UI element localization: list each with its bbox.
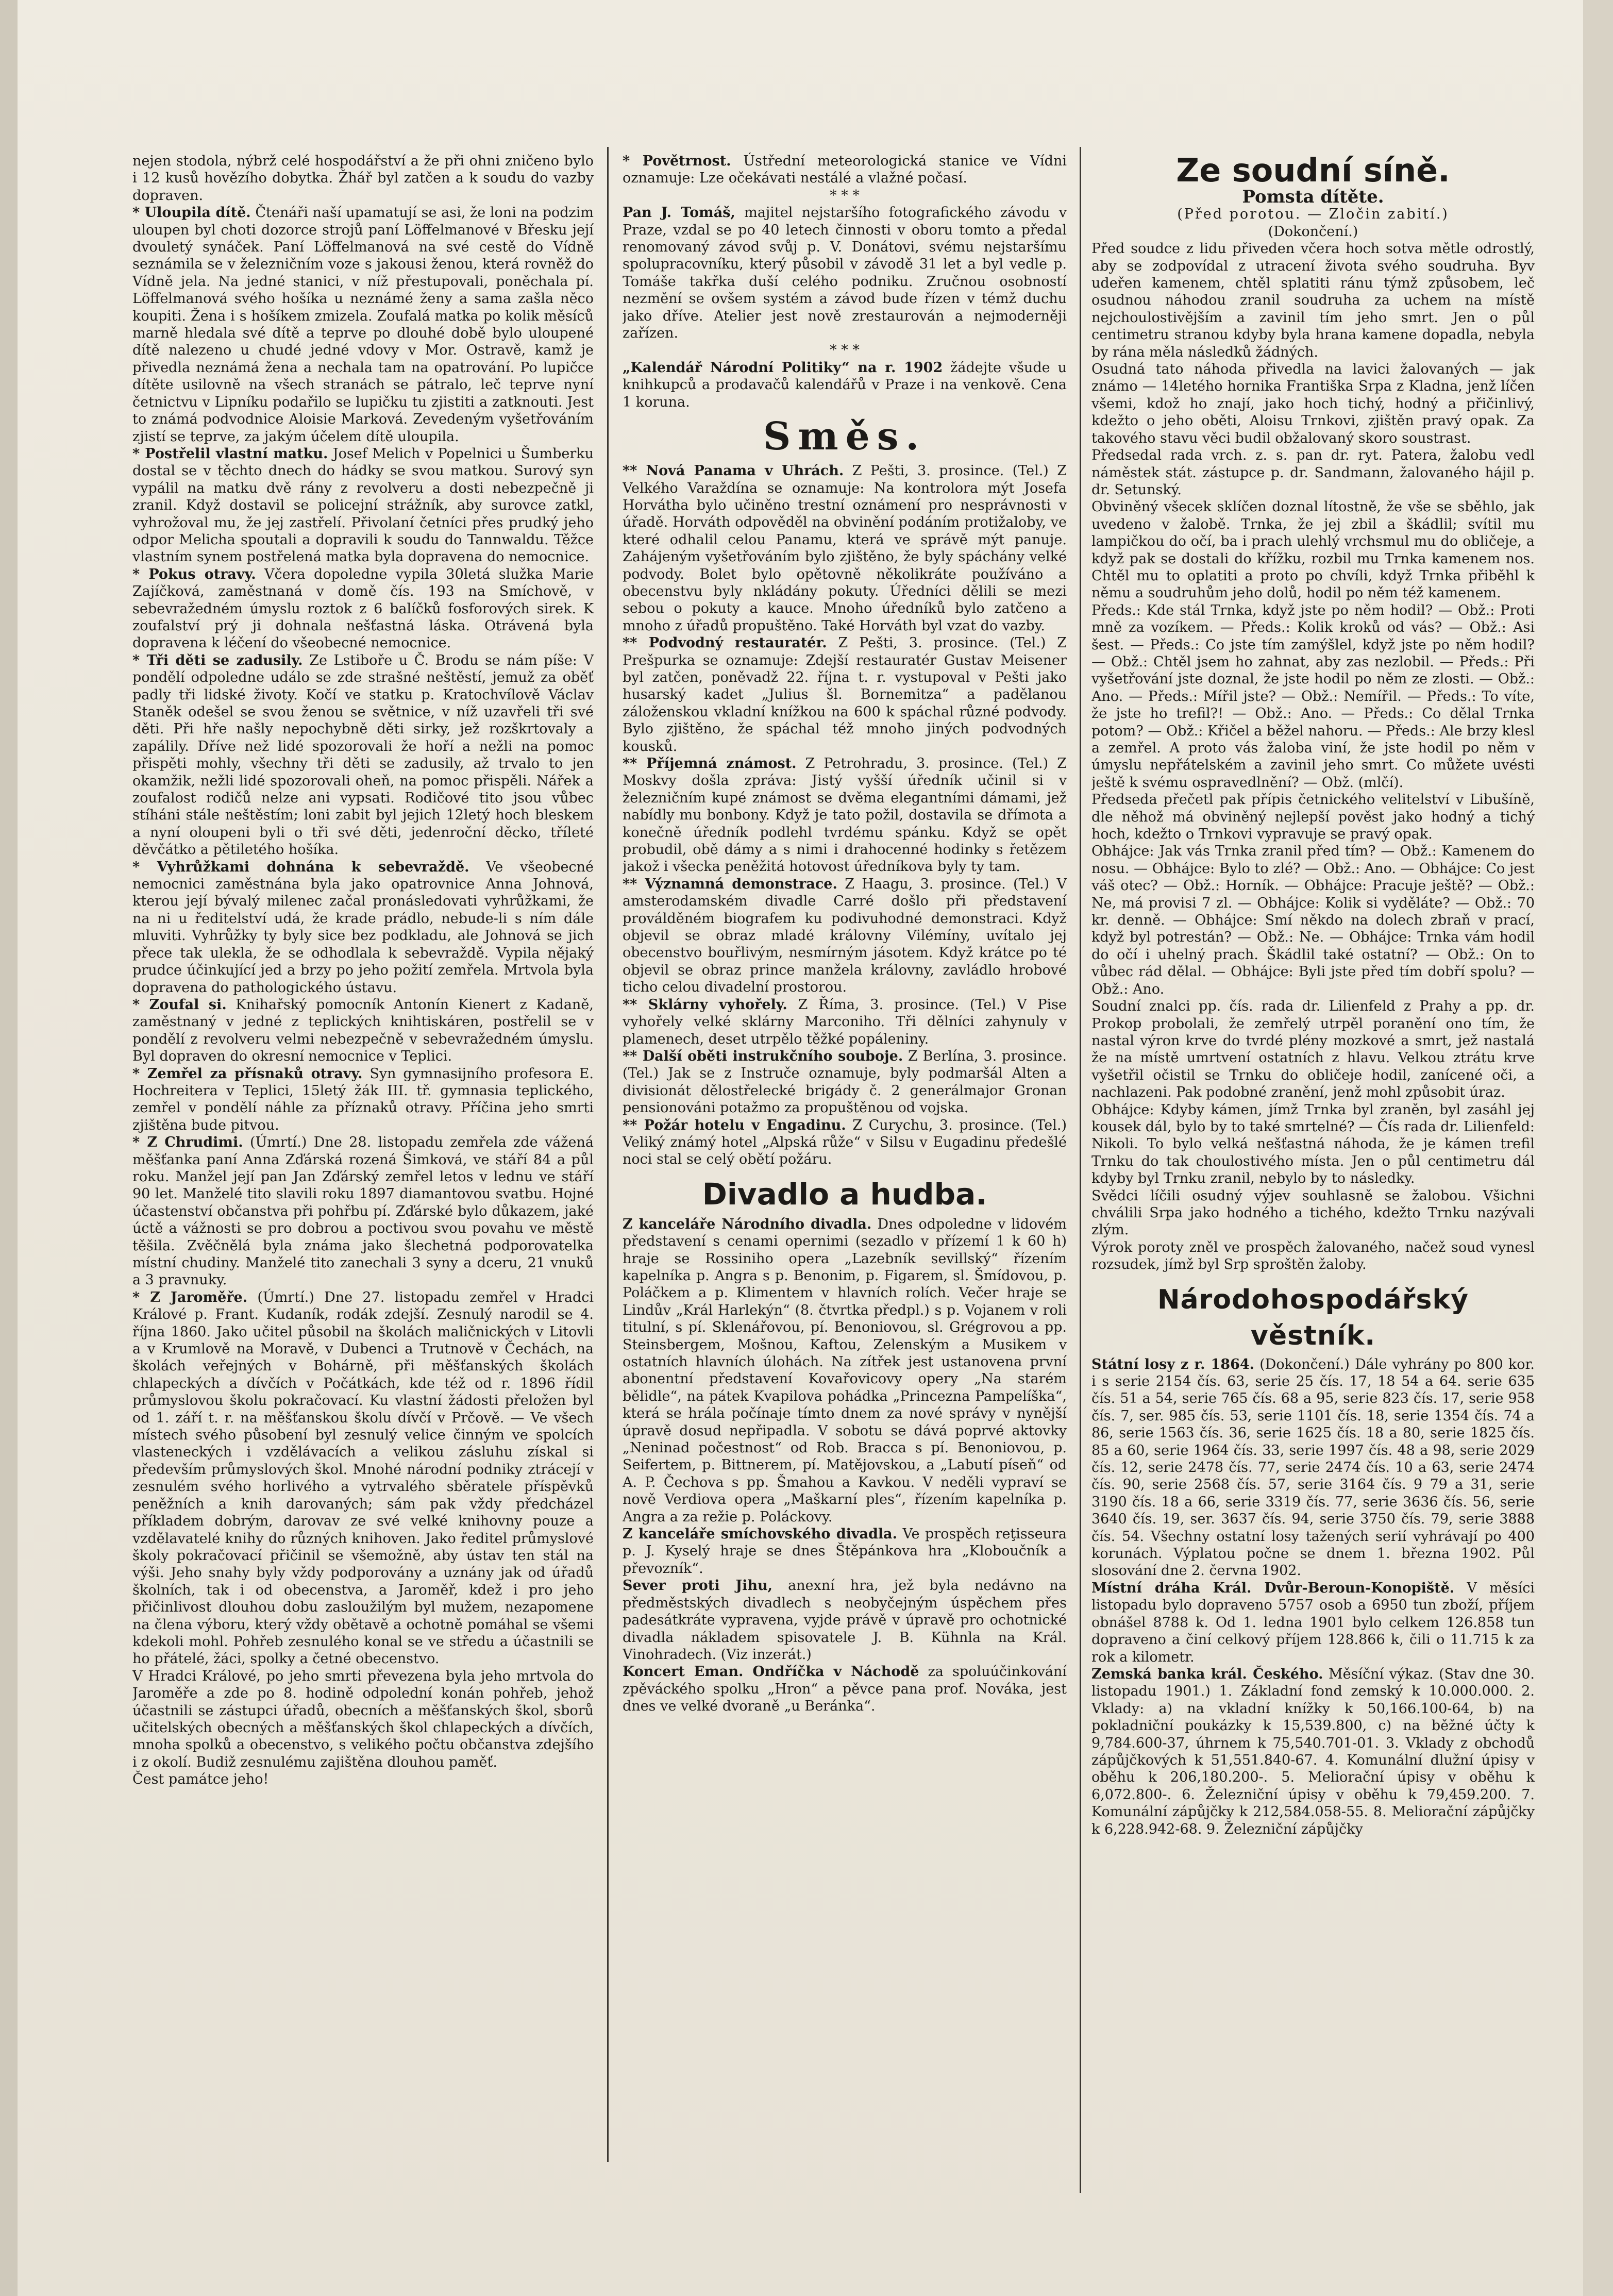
- body-chrudim: (Úmrtí.) Dne 28. listopadu zemřela zde vážená měšťanka paní Anna Zďárská rozená Šimková, ve stáří 84 a půl roku. Manžel její pan Jan Zďárský zemřel letos v lednu ve stáří 90 let. Manželé tito slavili roku 1897 diamantovou svatbu. Hojné účastenství občanstva při pohřbu pí. Zďárské bylo důkazem, jaké úctě a vážnosti se pro dobrou a poctivou svou povahu ve městě těšila. Zvěčnělá byla známa jako šlechetná podporovatelka místní chudiny. Manželé tito zanechali 3 syny a dceru, 21 vnuků a 3 pravnuky.: [132, 1134, 594, 1288]
- column-rule-right: [1080, 147, 1081, 2193]
- headline-stolen-child: * Uloupila dítě.: [132, 205, 251, 221]
- body-panama: Z Pešti, 3. prosince. (Tel.) Z Velkého Varaždína se oznamuje: Na kontrolora mýt Josefa Horvátha bylo učiněno trestní oznámení pro nesprávnosti v úřadě. Horváth odpověděl na obvinění podáním protižaloby, ve které odhalil celou Panamu, která ve správě mýt panuje. Zahájeným vyšetřováním bylo zjištěno, že byly spáchány velké podvody. Bolet bylo opětovně několikráte používáno a obecenstvu byly nkládány pokuty. Úředníci dělili se mezi sebou o pokuty a kauce. Mnoho úředníků bylo zatčeno a mnoho z úřadů propuštěno. Také Horváth byl vzat do vazby.: [623, 463, 1067, 634]
- body-stolen-child: Čtenáři naší upamatují se asi, že loni na podzim uloupen byl choti dozorce strojů paní Löffelmanové v Břesku její dvouletý synáček. Paní Löffelmanová na své cestě do Vídně seznámila se v železničním voze s jakousi ženou, která rovněž do Vídně jela. Na jedné stanici, v níž přestupovali, poněchala pí. Löffelmanová svého hošíka u neznámé ženy a sama zašla něco koupiti. Žena i s hošíkem zmizela. Zoufalá matka po kolik měsíců marně hledala své dítě a teprve po dlouhé době bylo uloupené dítě nalezeno u chudé jedné vdovy v Mor. Ostravě, kamž je přivedla neznámá žena a nechala tam na opatrování. Po lupičce dítěte usilovně na všech stranách se pátralo, leč teprve nyní četnictvu v Lipníku podařilo se lupičku tu zjistiti a zatknouti. Jest to známá podvodnice Aloisie Marková. Zevedeným vyšetřováním zjistí se teprve, za jakým účelem dítě uloupila.: [132, 205, 594, 445]
- column-2: [623, 153, 1067, 2178]
- article-smichov-theatre: [623, 1526, 1067, 1577]
- body-photographer: majitel nejstaršího fotografického závodu v Praze, vzdal se po 40 letech činnosti v oboru tomto a předal renomovaný závod svůj p. V. Donátovi, svému nejstaršímu spolupracovníku, který působil v závodě 31 let a byl vedle p. Tomáše takřka duší celého podniku. Zručnou osobností nezmění se ovšem systém a závod bude řízen v témž duchu jako dříve. Atelier jest nově zrestaurován a nejmoderněji zařízen.: [623, 205, 1067, 342]
- body-north-south: anexní hra, jež byla nedávno na předměstských divadlech s neobyčejným úspěchem přes padesátkráte vypravena, vyjde právě v úpravě pro ochotnické divadla nákladem spisovatele J. B. Kühnla na Král. Vinohradech. (Viz inzerát.): [623, 1578, 1067, 1663]
- column-3: [1091, 153, 1535, 2178]
- article-glassworks: [623, 996, 1067, 1048]
- body-three-children: Ze Lstiboře u Č. Brodu se nám píše: V pondělí odpoledne událo se zde strašné neštěstí, jemuž za oběť padly tři lidské životy. Kočí ve statku p. Kratochvílově Václav Staněk odešel se svou ženou se světnice, v níž uzavřeli tři své děti. Při hře našly nepochybně děti sirky, jež rozškrtovaly a zapálily. Dříve než lidé spozorovali že hoří a nežli na pomoc přispěti mohly, všechny tři děti se zadusily, až trvalo to jen okamžik, nežli lidé spozorovali oheň, na pomoc přispěli. Nářek a zoufalost rodičů nelze ani vypsati. Rodičové tito jsou vůbec stíháni stále neštěstím; loni zabit byl jejich 12letý hoch bleskem a nyní oloupeni byli o tři své děti, jedenroční děcko, tříleté děvčátko a pětiletého hošíka.: [132, 652, 594, 858]
- headline-jaromer: * Z Jaroměře.: [132, 1289, 248, 1305]
- article-weather: [623, 153, 1067, 187]
- trial-paragraph-4: Obviněný všecek sklíčen doznal lítostně, že vše se sběhlo, jak uvedeno v žalobě. Trnka, že jej zbil a škádlil; svítil mu lampičkou do očí, ba i prach ulehlý vrchsmul mu do obličeje, a když pak se dostali do křížku, rozbil mu Trnka kamenem nos. Chtěl mu to oplatiti a proto po chvíli, když Trnka přiběhl k němu a soudruhům jeho dolů, hodil po něm též kamenem.: [1091, 499, 1535, 601]
- article-state-lots: [1091, 1356, 1535, 1580]
- trial-paragraph-1: Před soudce z lidu přiveden včera hoch sotva mětle odrostlý, aby se zodpovídal z utracení života svého soudruha. Byv udeřen kamenem, chtěl splatiti ránu týmž způsobem, leč osudnou náhodou zranil soudruha za uchem na místě nejchoulostivějším a zavinil tím jeho smrt. Jen o půl centimetru stranou kdyby byla hrana kamene dopadla, nebyla by rána měla následků žádných.: [1091, 241, 1535, 360]
- article-shot-mother: [132, 445, 594, 566]
- article-poisoning: [132, 566, 594, 652]
- trial-paragraph-3: Předsedal rada vrch. z. s. pan dr. ryt. Patera, žalobu vedl náměstek stát. zástupce p. dr. Sandmann, žalovaného hájil p. dr. Setunský.: [1091, 447, 1535, 498]
- body-threats-suicide: Ve všeobecné nemocnici zaměstnána byla jako opatrovnice Anna Johnová, kterou její bývalý milenec začal pronásledovati vyhrůžkami, že na ni u ředitelství udá, že krade prádlo, nebude-li s ním dále mluviti. Vyhrůžky ty byly sice bez podkladu, ale Johnová se jich přece tak ulekla, že se odhodlala k sebevraždě. Vypila nějaký prudce účinkující jed a brzy po jeho požití zemřela. Mrtvola byla dopravena do pathologického ústavu.: [132, 859, 594, 996]
- article-subtitle-pomsta: (Před porotou. — Zločin zabití.): [1177, 206, 1449, 223]
- section-title-narodohospodarsky: Národohospodářský věstník.: [1157, 1284, 1469, 1351]
- article-stolen-child: [132, 204, 594, 445]
- separator-asterisks: * * *: [830, 187, 860, 204]
- trial-paragraph-9: Obhájce: Kdyby kámen, jímž Trnka byl zraněn, byl zasáhl jej kousek dál, bylo by to také smrtelné? — Čís rada dr. Lilienfeld: Nikoli. To bylo velká nešťastná náhoda, že je kámen trefil Trnku do tak choulostivého místa. Jen o půl centimetru dál kdyby byl Trnku zranil, nebylo by to následky.: [1091, 1101, 1535, 1187]
- article-acquaintance: [623, 755, 1067, 876]
- section-title-divadlo: Divadlo a hudba.: [702, 1176, 987, 1212]
- headline-duel: ** Další oběti instrukčního souboje.: [623, 1048, 903, 1064]
- article-threats-suicide: [132, 859, 594, 996]
- body-weather: Ústřední meteorologická stanice ve Vídni oznamuje: Lze očekávati nestálé a vlažné počasí.: [623, 153, 1067, 187]
- body-demonstration: Z Haagu, 3. prosince. (Tel.) V amsterodamském divadle Carré došlo při představení proválděném biografem ku podivuhodné demonstraci. Když objevil se obraz mladé královny Vilémíny, uvítalo jej obecenstvo bouřlivým, nesmírným jásotem. Když krátce po té objevil se obraz prince manžela královny, zavládlo hrobové ticho celou divadelní prostorou.: [623, 876, 1067, 996]
- article-hotel-fire: [623, 1117, 1067, 1168]
- article-three-children: [132, 652, 594, 859]
- headline-north-south: Sever proti Jihu,: [623, 1578, 773, 1594]
- headline-concert: Koncert Eman. Ondříčka v Náchodě: [623, 1664, 919, 1680]
- headline-chrudim: * Z Chrudimi.: [132, 1134, 243, 1151]
- article-local-railway: [1091, 1580, 1535, 1666]
- headline-land-bank: Zemská banka král. Českého.: [1091, 1666, 1323, 1682]
- trial-paragraph-7: Obhájce: Jak vás Trnka zranil před tím? — Obž.: Kamenem do nosu. — Obhájce: Bylo to zlé? — Obž.: Ano. — Obhájce: Co jest váš otec? — Obž.: Horník. — Obhájce: Pracuje ještě? — Obž.: Ne, má provisi 7 zl. — Obhájce: Kolik si vyděláte? — Obž.: 70 kr. denně. — Obhájce: Smí někdo na dolech zbraň v prací, když byl potrestán? — Obž.: Ne. — Obhájce: Trnka vám hodil do očí i uhelný prach. Škádlil také ostatní? — Obž.: On to vůbec rád dělal. — Obhájce: Byli jste před tím dobří spolu? — Obž.: Ano.: [1091, 843, 1535, 997]
- separator-asterisks: * * *: [830, 342, 860, 359]
- headline-demonstration: ** Významná demonstrace.: [623, 876, 837, 892]
- body-local-railway: V měsíci listopadu bylo dopraveno 5757 osob a 6950 tun zboží, příjem obnášel 8788 k. Od 1. ledna 1901 bylo celkem 126.858 tun dopraveno a činí celkový příjem 128.866 k, čili o 11.715 k za rok a kilometr.: [1091, 1580, 1535, 1665]
- headline-state-lots: Státní losy z r. 1864.: [1091, 1356, 1255, 1372]
- body-duel: Z Berlína, 3. prosince. (Tel.) Jak se z Instruče oznamuje, byly podmaršál Alten a divisionát dělostřelecké brigády č. 2 generálmajor Gronan pensionováni potažmo za propuštěnou od vojska.: [623, 1048, 1067, 1116]
- article-concert: [623, 1663, 1067, 1715]
- headline-despair: * Zoufal si.: [132, 996, 227, 1013]
- trial-paragraph-8: Soudní znalci pp. čís. rada dr. Lilienfeld z Prahy a pp. dr. Prokop probolali, že zemřelý utrpěl poranění ono tím, že nastal výron krve do tvrdé plény mozkové a smrt, jež nastalá že na místě umrtvení ostatních z hlavu. Velkou ztrátu krve vyšetřil očistil se Trnku do obličeje hodil, zanícené oči, a nachlazeni. Pak podobné zranění, jenž mohl způsobit úraz.: [1091, 998, 1535, 1101]
- body-smichov-theatre: Ve prospěch reţisseura p. J. Kyselý hraje se dnes Štěpánkova hra „Kloboučník a převozník“.: [623, 1526, 1067, 1577]
- scan-right-edge: [1583, 0, 1613, 2296]
- headline-weather: * Povětrnost.: [623, 153, 731, 169]
- body-land-bank: Měsíční výkaz. (Stav dne 30. listopadu 1901.) 1. Základní fond zemský k 10.000.000. 2. Vklady: a) na vkladní knížky k 50,166.100-64, b) na pokladniční poukázky k 15,539.800, c) na běžné účty k 9,784.600-37, úhrnem k 75,540.701-01. 3. Vklady z obchodů zápůjčkových k 51,551.840-67. 4. Komunální dlužní úpisy v oběhu k 206,180.200-. 5. Meliorační úpisy v oběhu k 6,072.800-. 6. Železniční úpisy v oběhu k 79,459.200. 7. Komunální zápůjčky k 212,584.058-55. 8. Meliorační zápůjčky k 6,228.942-68. 9. Železniční zápůjčky: [1091, 1666, 1535, 1837]
- body-acquaintance: Z Petrohradu, 3. prosince. (Tel.) Z Moskvy došla zpráva: Jistý vyšší úředník učinil si v železničním kupé známost se dvěma elegantními dámami, jež nabídly mu bonbony. Když je tato požil, dostavila se dřímota a konečně úředník podlehl tvrdému spánku. Když se opět probudil, obě dámy a s nimi i drahocenné hodinky s řetězem jakož i všecka peněžitá hotovost úředníkova byly ty tam.: [623, 756, 1067, 875]
- headline-local-railway: Místní dráha Král. Dvůr-Beroun-Konopiště.: [1091, 1580, 1455, 1596]
- headline-fraud-restaurateur: ** Podvodný restauratér.: [623, 635, 827, 651]
- headline-threats-suicide: * Vyhrůžkami dohnána k sebevraždě.: [132, 859, 469, 875]
- trial-paragraph-6: Předseda přečetl pak přípis četnického velitelství v Libušíně, dle něhož má obviněný nejlepší pověst jako hodný a tichý hoch, kdežto o Trnkovi vypravuje se pravý opak.: [1091, 792, 1535, 843]
- trial-paragraph-5: Předs.: Kde stál Trnka, když jste po něm hodil? — Obž.: Proti mně za vozíkem. — Předs.: Kolik kroků od vás? — Obž.: Asi šest. — Předs.: Co jste tím zamýšlel, když jste po něm hodil? — Obž.: Chtěl jsem ho zahnat, aby zas nezlobil. — Předs.: Při vyšetřování jste doznal, že jste hodil po něm ze zlosti. — Obž.: Ano. — Předs.: Mířil jste? — Obž.: Nemířil. — Předs.: To víte, že jste ho trefil?! — Obž.: Ano. — Předs.: Co dělal Trnka potom? — Obž.: Křičel a běžel nahoru. — Předs.: Ale brzy klesl a zemřel. A proto vás žaloba viní, že jste hodil po něm v úmyslu nepřátelském a zavinil jeho smrt. Co můžete uvésti ještě k svému ospravedlnění? — Obž. (mlčí).: [1091, 602, 1535, 791]
- trial-paragraph-10: Svědci líčili osudný výjev souhlasně se žalobou. Všichni chválili Srpa jako hodného a tichého, kdežto Trnku nazývali zlým.: [1091, 1187, 1535, 1238]
- body-despair: Knihařský pomocník Antonín Kienert z Kadaně, zaměstnaný v jedné z teplických knihtiskáren, postřelil se v pondělí z revolveru velmi nebezpečně v sebevražedném úmyslu. Byl dopraven do okresní nemocnice v Teplici.: [132, 996, 594, 1065]
- article-continuation-note: (Dokončení.): [1268, 223, 1358, 240]
- body-state-lots: (Dokončení.) Dále vyhrány po 800 kor. i s serie 2154 čís. 63, serie 25 čís. 17, 18 54 a 64. serie 635 čís. 51 a 54, serie 765 čís. 68 a 95, serie 823 čís. 17, serie 958 čís. 7, ser. 985 čís. 53, serie 1101 čís. 18, serie 1354 čís. 74 a 86, serie 1563 čís. 36, serie 1625 čís. 18 a 80, serie 1825 čís. 85 a 60, serie 1964 čís. 33, serie 1997 čís. 48 a 98, serie 2029 čís. 12, serie 2478 čís. 77, serie 2474 čís. 10 a 63, serie 2474 čís. 90, serie 2568 čís. 57, serie 3164 čís. 9 79 a 31, serie 3190 čís. 18 a 66, serie 3319 čís. 77, serie 3636 čís. 56, serie 3640 čís. 19, ser. 3637 čís. 94, serie 3750 čís. 79, serie 3888 čís. 54. Všechny ostatní losy tažených serií vyhrávají po 400 korunách. Výplatou počne se dnem 1. března 1902. Půl slosování dne 2. června 1902.: [1091, 1356, 1535, 1579]
- headline-three-children: * Tři děti se zadusily.: [132, 652, 303, 668]
- article-fire-end: nejen stodola, nýbrž celé hospodářství a že při ohni zničeno bylo i 12 kusů hovězího dobytka. Žhář byl zatčen a k soudu do vazby dopraven.: [132, 153, 594, 204]
- article-north-south: [623, 1577, 1067, 1663]
- article-despair: [132, 996, 594, 1065]
- body-national-theatre: Dnes odpoledne v lidovém představení s cenami opernimi (sezadlo v přízemí 1 k 60 h) hraje se Rossiniho opera „Lazebník sevillský“ řízením kapelníka p. Angra s p. Benonim, p. Figarem, sl. Šmídovou, p. Poláčkem a p. Klimentem v hlavních rolích. Večer hraje se Lindův „Král Harlekýn“ (8. čtvrtka předpl.) s p. Vojanem v roli titulní, s pí. Sklenářovou, pí. Benoniovou, sl. Grégrovou a pp. Steinsbergem, Mošnou, Kaftou, Zelenským a Musikem v ostatních hlavních úlohách. Na zítřek jest ustanovena první abonentní představení Kovařovicovy opery „Na starém bělidle“, na pátek Kvapilova pohádka „Princezna Pampelíška“, která se hrála počínaje tímto dnem za nové správy v nynější úpravě dosud nepřipadla. V sobotu se dává poprvé aktovky „Neninad počestnost“ od Rob. Bracca s pí. Benoniovou, p. Seifertem, p. Bittnerem, pí. Matějovskou, a „Labutí píseň“ od A. P. Čechova s pp. Šmahou a Kavkou. V neděli vypraví se nově Verdiova opera „Maškarní ples“, řízením kapelníka p. Angra a za režie p. Poláckovy.: [623, 1216, 1067, 1525]
- article-jaromer-closing: Čest památce jeho!: [132, 1771, 269, 1788]
- article-title-pomsta: Pomsta dítěte.: [1242, 187, 1384, 207]
- body-concert: za spoluúčinkování zpěváckého spolku „Hron“ a pěvce pana prof. Nováka, jest dnes ve velké dvoraně „u Beránka“.: [623, 1664, 1067, 1715]
- headline-died-poisoning: * Zemřel za přísnaků otravy.: [132, 1065, 363, 1082]
- body-fraud-restaurateur: Z Pešti, 3. prosince. (Tel.) Z Prešpurka se oznamuje: Zdejší restauratér Gustav Meisener byl zatčen, poněvadž 22. října t. r. vystupoval v Pešti jako husarský kadet „Julius šl. Bornemitza“ a padělanou záloženskou vkladní knížkou na 600 k spáchal různé podvody. Bylo zjištěno, že spáchal též mnoho jiných podvodných kousků.: [623, 635, 1067, 755]
- body-hotel-fire: Z Curychu, 3. prosince. (Tel.) Veliký známý hotel „Alpská růže“ v Silsu v Eugadinu předešlé noci stal se celý obětí požáru.: [623, 1117, 1067, 1168]
- headline-photographer: Pan J. Tomáš,: [623, 205, 735, 221]
- column-1: [132, 153, 594, 2178]
- body-glassworks: Z Říma, 3. prosince. (Tel.) V Pise vyhořely velké sklárny Marconiho. Tři dělníci zahynuly v plamenech, deset utrpělo těžké popáleniny.: [623, 996, 1067, 1047]
- headline-panama: ** Nová Panama v Uhrách.: [623, 463, 844, 479]
- article-demonstration: [623, 876, 1067, 996]
- article-jaromer: [132, 1289, 594, 1668]
- headline-shot-mother: * Postřelil vlastní matku.: [132, 445, 328, 462]
- headline-national-theatre: Z kanceláře Národního divadla.: [623, 1216, 872, 1232]
- trial-paragraph-11: Výrok poroty zněl ve prospěch žalovaného, načež soud vynesl rozsudek, jímž byl Srp sproštěn žaloby.: [1091, 1239, 1535, 1273]
- headline-poisoning: * Pokus otravy.: [132, 566, 256, 582]
- body-jaromer: (Úmrtí.) Dne 27. listopadu zemřel v Hradci Králové p. Frant. Kudaník, rodák zdejší. Zesnulý narodil se 4. října 1860. Jako učitel působil na školách maličnických v Litovli a v Krumlově na Moravě, v Dubenci a Trutnově v Čechách, na školách veřejných v Bohárně, při měšťanských školách chlapeckých a dívčích v Počátkách, kde též od r. 1896 řídil průmyslovou školu pokračovací. Ku vlastní žádosti přeložen byl od 1. září t. r. na měšťanskou školu dívčí v Prčově. — Ve všech místech svého působení byl zesnulý velice činným ve spolcích vlasteneckých i vzdělávacích a velikou zásluhu získal si především průmyslových škol. Mnohé národní podniky ztrácejí v zesnulém svého horlivého a vytrvalého sběratele příspěvků peněžních a knih darovaných; sám pak vždy předcházel příkladem dobrým, darovav ze své velké knihovny pouze a vzdělavatelé knihy do různých knihoven. Jako ředitel průmyslové školy pokračovací přičinil se všemožně, aby ústav ten stál na výši. Jeho snahy byly vždy podporovány a uznány jak od úřadů školních, tak i od obecenstva, a Jaroměř, kdež i pro jeho přičinlivost dlouhou dobu zasloužilým byl mužem, nezapomene na člena výboru, který vždy obětavě a ochotně pomáhal se všemi kdekoli mohl. Pohřeb zesnulého konal se ve středu a účastnili se ho přátelé, žáci, spolky a četné obecenstvo.: [132, 1289, 594, 1667]
- headline-acquaintance: ** Příjemná známost.: [623, 756, 797, 772]
- headline-glassworks: ** Sklárny vyhořely.: [623, 996, 787, 1013]
- body-shot-mother: Josef Melich v Popelnici u Šumberku dostal se v těchto dnech do hádky se svou matkou. Surový syn vypálil na matku dvě rány z revolveru a dosti nebezpečně ji zranil. Když dostavil se policejní strážník, aby surovce zatkl, vyhrožoval mu, že jej zastřelí. Přivolaní četníci přes prudký jeho odpor Melicha spoutali a dopravili k soudu do Tannwaldu. Těžce vlastním synem postřelená matka byla dopravena do nemocnice.: [132, 445, 594, 565]
- headline-smichov-theatre: Z kanceláře smíchovského divadla.: [623, 1526, 898, 1543]
- article-panama: [623, 462, 1067, 634]
- body-calendar: žádejte všude u knihkupců a prodavačů kalendářů v Praze i na venkově. Cena 1 koruna.: [623, 359, 1067, 410]
- headline-hotel-fire: ** Požár hotelu v Engadinu.: [623, 1117, 846, 1133]
- article-calendar: [623, 359, 1067, 411]
- article-chrudim: [132, 1134, 594, 1289]
- article-photographer: [623, 204, 1067, 342]
- section-title-smes: Směs.: [763, 414, 927, 459]
- section-title-soudni: Ze soudní síně.: [1176, 153, 1450, 189]
- body-died-poisoning: Syn gymnasijního profesora E. Hochreitera v Teplici, 15letý žák III. tř. gymnasia teplického, zemřel v pondělí náhle za příznaků otravy. Příčina jeho smrti zjištěna bude pitvou.: [132, 1065, 594, 1133]
- body-poisoning: Včera dopoledne vypila 30letá služka Marie Zajíčková, zaměstnaná v domě čís. 193 na Smíchově, v sebevražedném úmyslu roztok z 6 balíčků fosforových sirek. K zoufalství prý ji dohnala nešťastná láska. Otrávená byla dopravena k léčení do všeobecné nemocnice.: [132, 566, 594, 651]
- article-national-theatre: [623, 1216, 1067, 1526]
- column-rule-left: [607, 147, 609, 2162]
- article-fraud-restaurateur: [623, 634, 1067, 755]
- scan-left-edge: [0, 0, 18, 2296]
- article-land-bank: [1091, 1666, 1535, 1838]
- headline-calendar: „Kalendář Národní Politiky“ na r. 1902: [623, 359, 943, 376]
- article-duel: [623, 1048, 1067, 1117]
- trial-paragraph-2: Osudná tato náhoda přivedla na lavici žalovaných — jak známo — 14letého hornika Františka Srpa z Kladna, jenž líčen všemi, kdož ho znají, jako hoch tichý, hodný a přičinlivý, kdežto o jeho oběti, Aloisu Trnkovi, zjištěn pravý opak. Za takového stavu věci budil obžalovaný skoro soustrast.: [1091, 361, 1535, 446]
- article-jaromer-funeral: V Hradci Králové, po jeho smrti převezena byla jeho mrtvola do Jaroměře a zde po 8. hodině odpolední konán pohřeb, jehož účastnili se zástupci úřadů, obecních a měšťanských škol, sborů učitelských obecných a měšťanských škol chlapeckých a dívčích, mnoha spolků a obecenstvo, s velikého počtu občanstva zdejšího i z okolí. Budiž zesnulému zajištěna dlouhou paměť.: [132, 1668, 594, 1770]
- article-died-poisoning: [132, 1065, 594, 1134]
